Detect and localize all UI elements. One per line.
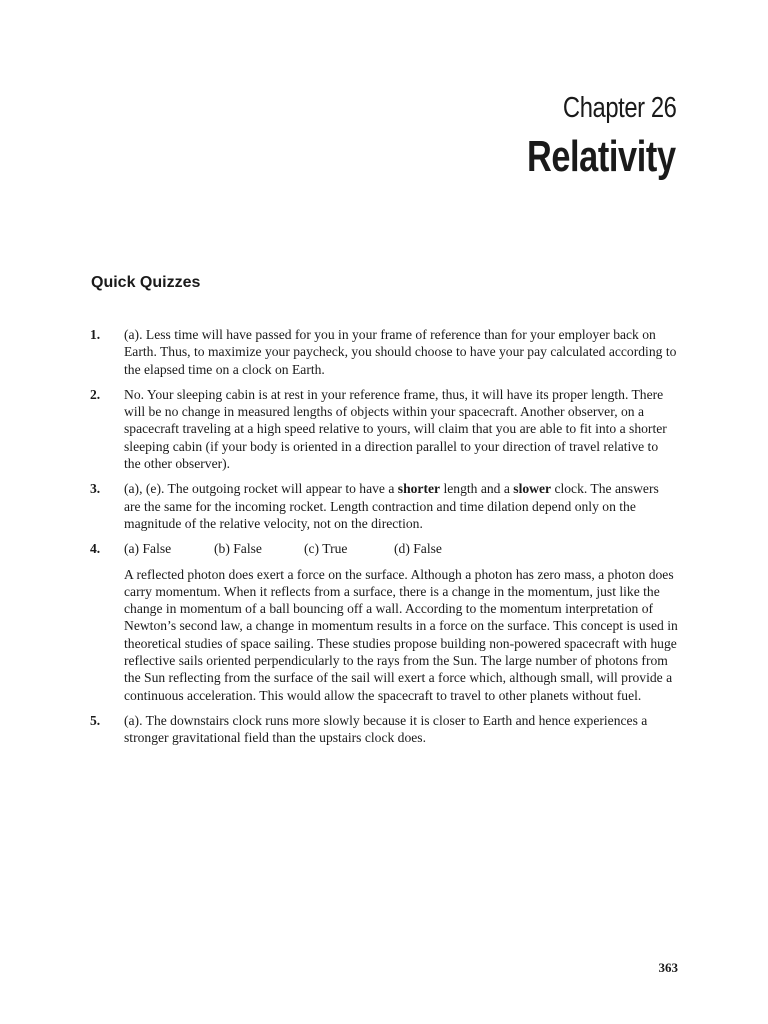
text-segment: clock. The answers are the same for the incoming rocket. Length contraction and time dilation depend only on the magnitude of the relative velocity, not on the direction. [124,481,659,531]
page-number: 363 [658,960,678,975]
answer-a: (a) False [124,541,172,557]
section-heading: Quick Quizzes [91,274,201,291]
true-false-answers [124,540,678,557]
emphasis-shorter: shorter [397,481,441,497]
quiz-item-4 [90,540,678,704]
quiz-answer-text: (a). Less time will have passed for you in your frame of reference than for your employer back on Earth. Thus, to maximize your paycheck, you should choose to have your pay calculated according to the elapsed time on a clock on Earth. [124,327,677,377]
quiz-number: 2. [90,386,101,402]
quiz-item-2 [90,386,678,472]
quiz-answer-text: (a). The downstairs clock runs more slowly because it is closer to Earth and hence experiences a stronger gravitational field than the upstairs clock does. [124,712,648,746]
answer-b: (b) False [214,541,262,557]
quiz-answer-text: A reflected photon does exert a force on the surface. Although a photon has zero mass, a photon does carry momentum. When it reflects from a surface, there is a change in the momentum, just like the change in momentum of a ball bouncing off a wall. According to the momentum interpretation of Newton’s second law, a change in momentum results in a force on the surface. This concept is used in theoretical studies of space sailing. These studies propose building non-powered spacecraft with huge reflective sails oriented perpendicularly to the rays from the Sun. The large number of photons from the Sun reflecting from the surface of the sail will exert a force which, although small, will provide a continuous acceleration. This would allow the spacecraft to travel to other planets without fuel. [124,566,678,703]
quiz-answer-text: No. Your sleeping cabin is at rest in your reference frame, thus, it will have its proper length. There will be no change in measured lengths of objects within your spacecraft. Another observer, on a spacecraft traveling at a high speed relative to yours, will claim that you are able to fit into a shorter sleeping cabin (if your body is oriented in a direction parallel to your direction of travel relative to the other observer). [124,386,667,472]
quiz-number: 1. [90,327,101,342]
quiz-list [90,326,678,755]
answer-d: (d) False [394,541,442,557]
answer-c: (c) True [304,541,348,557]
quiz-number: 5. [90,712,101,728]
quiz-number: 3. [90,481,101,497]
quiz-item-3 [90,480,678,532]
quiz-answer-text [124,480,678,532]
chapter-label: Chapter 26 [562,92,676,124]
quiz-number: 4. [90,541,101,557]
chapter-title: Relativity [527,132,676,181]
emphasis-slower: slower [513,481,552,497]
quiz-item-5 [90,712,678,747]
text-segment: length and a [440,481,514,497]
text-segment: (a), (e). The outgoing rocket will appear to have a [124,481,398,497]
quiz-item-1 [90,326,678,378]
